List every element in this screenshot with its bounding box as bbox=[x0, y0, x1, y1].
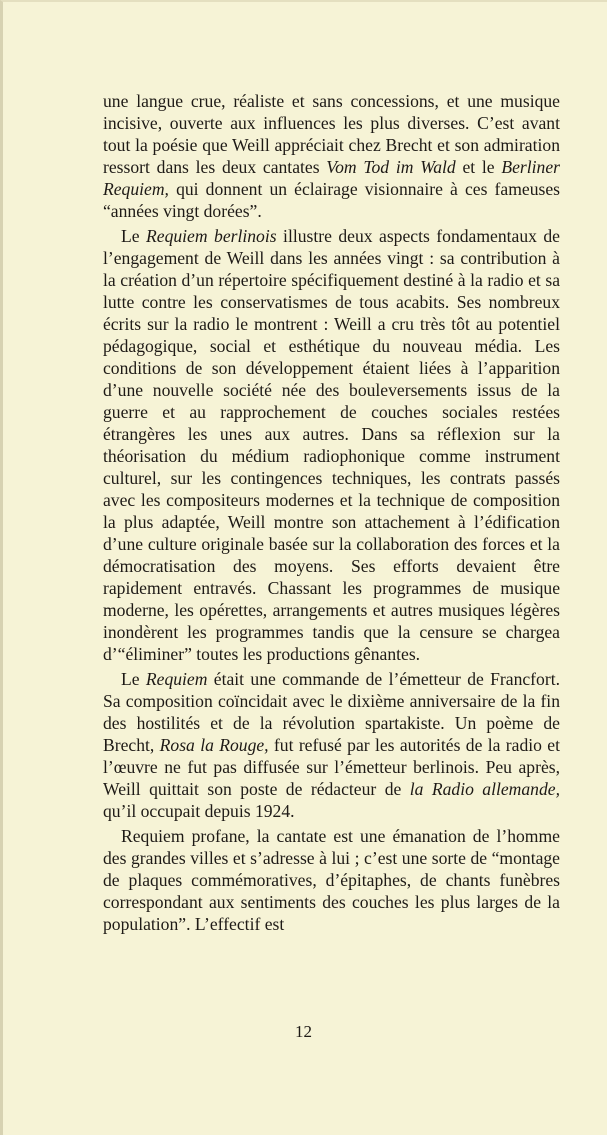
page-number: 12 bbox=[295, 1022, 312, 1041]
text-run: fut refusé par les autorités de la radio et l’œuvre ne fut pas diffusée sur l’émetteur berlinois. Peu après, Weill quittait son poste de rédacteur de bbox=[103, 735, 560, 799]
text-run: Le bbox=[121, 669, 146, 689]
paragraph-2 bbox=[103, 225, 560, 665]
text-run: Le bbox=[121, 226, 147, 246]
work-title-rosa-la-rouge: Rosa la Rouge, bbox=[159, 735, 269, 755]
text-run: qui donnent un éclairage visionnaire à ces fameuses “années vingt dorées”. bbox=[103, 179, 560, 221]
text-run: et le bbox=[455, 157, 502, 177]
work-title-requiem: Requiem bbox=[145, 669, 208, 689]
publication-title-radio-allemande: la Radio allemande, bbox=[409, 779, 560, 799]
work-title-vom-tod-im-wald: Vom Tod im Wald bbox=[326, 157, 456, 177]
text-run: était une commande de l’émetteur de Francfort. Sa composition coïncidait avec le dixième anniversaire de la fin des hostilités et de la révolution spartakiste. Un poème de Brecht, bbox=[103, 669, 560, 755]
work-title-requiem-berlinois: Requiem berlinois bbox=[146, 226, 277, 246]
work-title-berliner-requiem: Berliner Requiem, bbox=[103, 157, 560, 199]
text-run: une langue crue, réaliste et sans concessions, et une musique incisive, ouverte aux influences les plus diverses. C’est avant tout la poésie que Weill appréciait chez Brecht et son admiration ressort dans les deux cantates bbox=[103, 91, 560, 177]
body-text bbox=[103, 90, 560, 938]
paragraph-3 bbox=[103, 668, 560, 822]
text-run: Requiem profane, la cantate est une émanation de l’homme des grandes villes et s’adresse à lui ; c’est une sorte de “montage de plaques commémoratives, d’épitaphes, de chants funèbres correspondant aux sentiments des couches les plus larges de la population”. L’effectif est bbox=[103, 826, 560, 934]
paragraph-4 bbox=[103, 825, 560, 935]
text-run: qu’il occupait depuis 1924. bbox=[103, 801, 295, 821]
paragraph-1 bbox=[103, 90, 560, 222]
text-run: illustre deux aspects fondamentaux de l’engagement de Weill dans les années vingt : sa contribution à la création d’un répertoire spécifiquement destiné à la radio et sa lutte contre les conservatismes de tous acabits. Ses nombreux écrits sur la radio le montrent : Weill a cru très tôt au potentiel pédagogique, social et esthétique du nouveau média. Les conditions de son développement étaient liées à l’apparition d’une nouvelle société née des bouleversements issus de la guerre et au rapprochement de couches sociales restées étrangères les unes aux autres. Dans sa réflexion sur la théorisation du médium radiophonique comme instrument culturel, sur les contingences techniques, les contrats passés avec les compositeurs modernes et la technique de composition la plus adaptée, Weill montre son attachement à l’édification d’une culture originale basée sur la collaboration des forces et la démocratisation des moyens. Ses efforts devaient être rapidement entravés. Chassant les programmes de musique moderne, les opérettes, arrangements et autres musiques légères inondèrent les programmes tandis que la censure se chargea d’“éliminer” toutes les productions gênantes. bbox=[103, 226, 560, 664]
